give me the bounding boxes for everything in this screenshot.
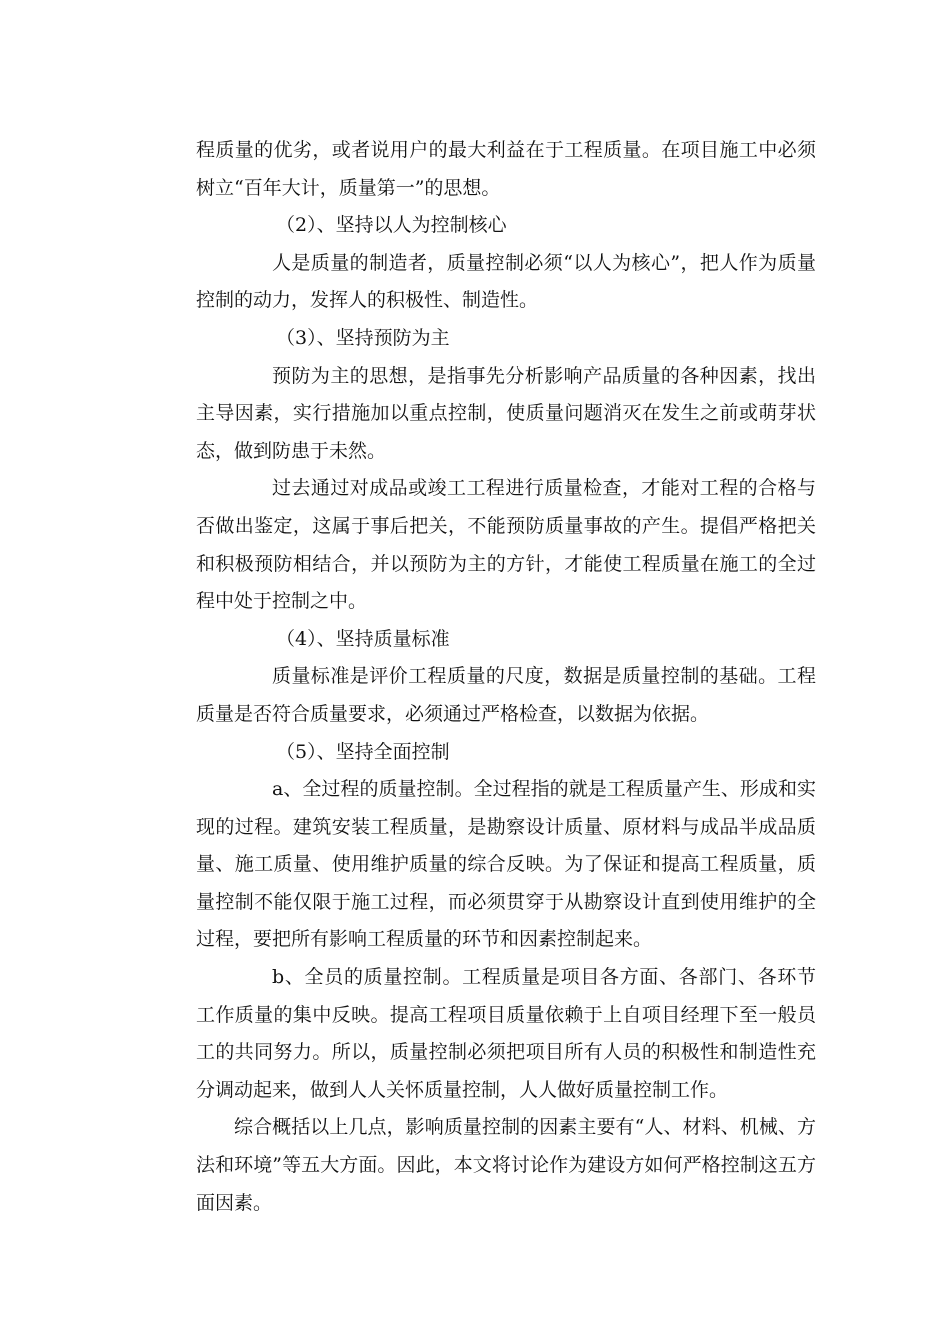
paragraph-full-process: a、全过程的质量控制。全过程指的就是工程质量产生、形成和实现的过程。建筑安装工程质量，是勘察设计质量、原材料与成品半成品质量、施工质量、使用维护质量的综合反映。为了保证和提高工程质量，质量控制不能仅限于施工过程，而必须贯穿于从勘察设计直到使用维护的全过程，要把所有影响工程质量的环节和因素控制起来。 (196, 778, 816, 951)
paragraph-prevention: 预防为主的思想，是指事先分析影响产品质量的各种因素，找出主导因素，实行措施加以重点控制，使质量问题消灭在发生之前或萌芽状态，做到防患于未然。 (196, 364, 816, 462)
section-heading-3: （3）、坚持预防为主 (276, 326, 450, 349)
paragraph-summary: 综合概括以上几点，影响质量控制的因素主要有“人、材料、机械、方法和环境”等五大方面。因此，本文将讨论作为建设方如何严格控制这五方面因素。 (196, 1116, 816, 1214)
section-heading-2: （2）、坚持以人为控制核心 (276, 214, 507, 237)
section-heading-5: （5）、坚持全面控制 (276, 740, 450, 763)
document-body (196, 132, 816, 1222)
paragraph-quality-standard: 质量标准是评价工程质量的尺度，数据是质量控制的基础。工程质量是否符合质量要求，必须通过严格检查，以数据为依据。 (196, 665, 816, 725)
paragraph-people-core: 人是质量的制造者，质量控制必须“以人为核心”，把人作为质量控制的动力，发挥人的积极性、制造性。 (196, 251, 816, 312)
paragraph-continuation: 程质量的优劣，或者说用户的最大利益在于工程质量。在项目施工中必须树立“百年大计，质量第一”的思想。 (196, 139, 816, 199)
paragraph-full-staff: b、全员的质量控制。工程质量是项目各方面、各部门、各环节工作质量的集中反映。提高工程项目质量依赖于上自项目经理下至一般员工的共同努力。所以，质量控制必须把项目所有人员的积极性和制造性充分调动起来，做到人人关怀质量控制，人人做好质量控制工作。 (196, 966, 816, 1101)
section-heading-4: （4）、坚持质量标准 (276, 627, 450, 650)
paragraph-past-inspection: 过去通过对成品或竣工工程进行质量检查，才能对工程的合格与否做出鉴定，这属于事后把关，不能预防质量事故的产生。提倡严格把关和积极预防相结合，并以预防为主的方针，才能使工程质量在施工的全过程中处于控制之中。 (196, 477, 816, 613)
